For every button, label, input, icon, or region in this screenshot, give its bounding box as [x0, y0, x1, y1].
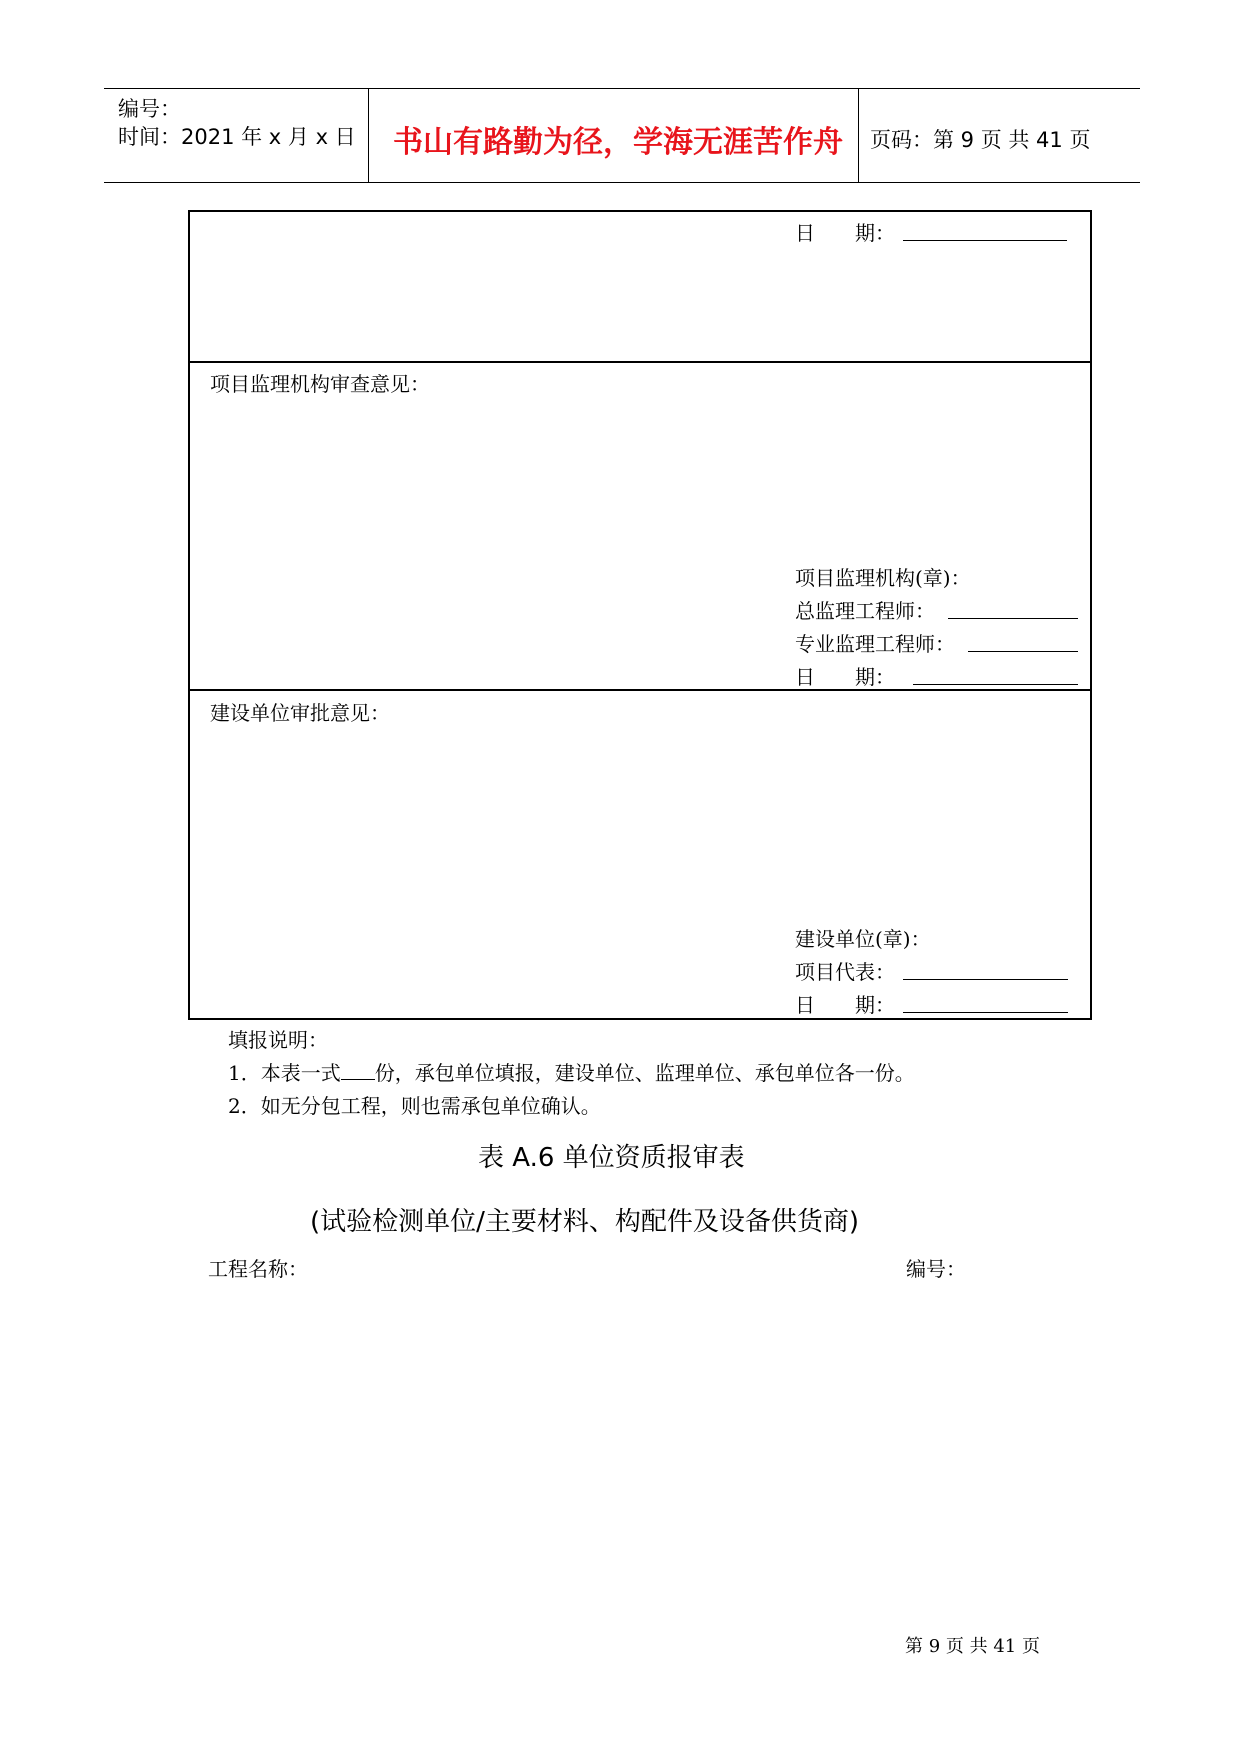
section-separator-1: [188, 361, 1092, 363]
owner-seal-label: 建设单位(章)：: [795, 927, 931, 951]
header-time-label: 时间：2021 年 x 月 x 日: [118, 125, 356, 149]
notes-item-1: [228, 1057, 915, 1086]
representative-label: 项目代表：: [795, 960, 895, 984]
chief-engineer-label: 总监理工程师：: [795, 599, 935, 623]
next-form-subtitle: (试验检测单位/主要材料、构配件及设备供货商): [310, 1207, 860, 1237]
review-form-box: [188, 210, 1092, 1020]
top-date-line[interactable]: [903, 240, 1067, 241]
specialist-engineer-label: 专业监理工程师：: [795, 632, 955, 656]
header-number-label: 编号：: [118, 97, 181, 121]
owner-heading: 建设单位审批意见：: [210, 701, 390, 725]
project-name-label: 工程名称：: [208, 1257, 308, 1281]
header-page-info: 页码：第 9 页 共 41 页: [870, 128, 1091, 152]
representative-line[interactable]: [903, 979, 1068, 980]
notes-item-1-prefix: 1．本表一式: [228, 1061, 341, 1085]
header-top-rule: [104, 88, 1140, 89]
supervision-date-line[interactable]: [913, 684, 1078, 685]
owner-date-label: 日 期：: [795, 993, 895, 1017]
supervision-heading: 项目监理机构审查意见：: [210, 372, 430, 396]
section-separator-2: [188, 689, 1092, 691]
header-divider-left: [368, 88, 369, 182]
owner-date-line[interactable]: [903, 1012, 1068, 1013]
notes-heading: 填报说明：: [228, 1028, 328, 1052]
next-form-number-label: 编号：: [906, 1257, 966, 1281]
specialist-engineer-line[interactable]: [968, 651, 1078, 652]
footer-page-number: 第 9 页 共 41 页: [905, 1636, 1040, 1657]
supervision-org-seal-label: 项目监理机构(章)：: [795, 566, 971, 590]
header-divider-right: [858, 88, 859, 182]
copies-blank[interactable]: [341, 1061, 375, 1080]
next-form-title: 表 A.6 单位资质报审表: [478, 1143, 745, 1173]
notes-item-2: 2．如无分包工程，则也需承包单位确认。: [228, 1094, 601, 1118]
chief-engineer-line[interactable]: [948, 618, 1078, 619]
header-motto: 书山有路勤为径，学海无涯苦作舟: [393, 125, 843, 160]
header-bottom-rule: [104, 182, 1140, 183]
supervision-date-label: 日 期：: [795, 665, 895, 689]
notes-item-1-suffix: 份，承包单位填报，建设单位、监理单位、承包单位各一份。: [374, 1061, 915, 1085]
top-date-label: 日 期：: [795, 221, 895, 245]
